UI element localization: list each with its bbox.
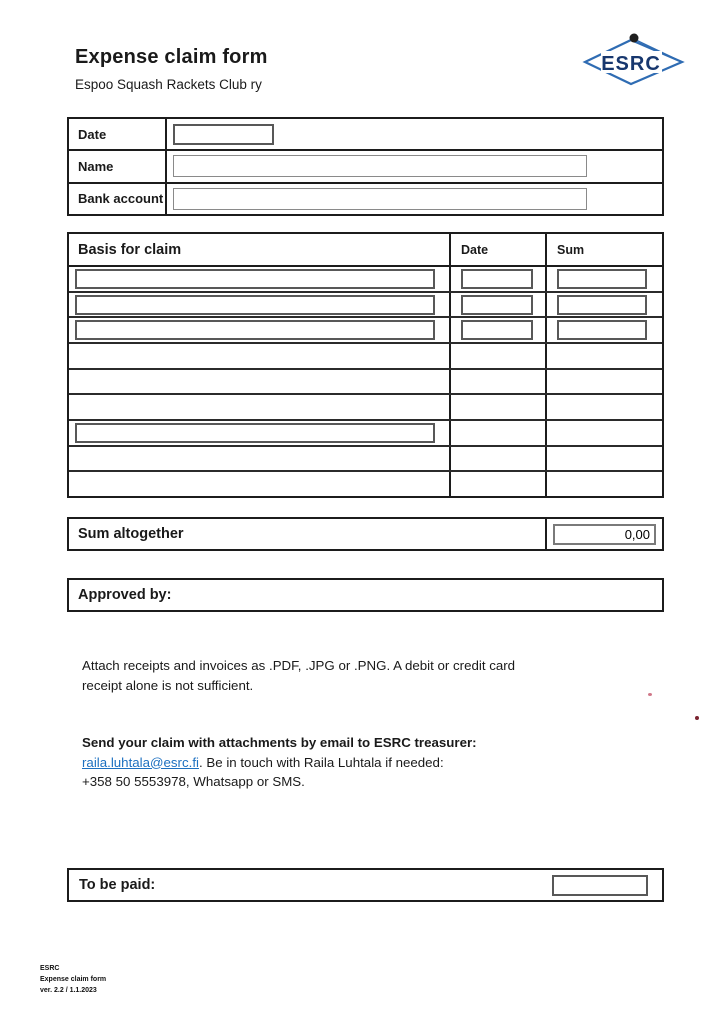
claims-cell-sum <box>547 318 662 342</box>
to-be-paid-bar <box>67 868 664 902</box>
claim-date-input[interactable] <box>461 320 533 340</box>
claims-cell-basis <box>69 395 451 419</box>
claim-date-input[interactable] <box>461 295 533 315</box>
bank-account-field-cell <box>167 184 662 214</box>
date-field-cell <box>167 119 662 149</box>
claims-cell-basis <box>69 267 451 291</box>
contact-note <box>82 733 582 792</box>
claims-cell-date <box>451 267 547 291</box>
info-table <box>67 117 664 216</box>
contact-email-line <box>82 753 582 773</box>
contact-email-suffix: . Be in touch with Raila Luhtala if needed: <box>198 754 444 770</box>
claims-table-row <box>69 370 662 396</box>
claims-cell-basis <box>69 421 451 445</box>
page-title: Expense claim form <box>75 46 268 68</box>
attachment-note <box>82 656 572 696</box>
claim-sum-input[interactable] <box>557 320 647 340</box>
claims-table-row <box>69 472 662 496</box>
info-row-bank-account <box>69 184 662 214</box>
claims-cell-sum <box>547 370 662 394</box>
approved-by-label: Approved by: <box>78 587 172 603</box>
date-input[interactable] <box>173 124 274 145</box>
contact-heading: Send your claim with attachments by email to ESRC treasurer: <box>82 735 477 750</box>
claims-header-basis: Basis for claim <box>69 234 451 265</box>
esrc-logo <box>578 27 688 91</box>
claims-cell-basis <box>69 318 451 342</box>
claims-cell-date <box>451 472 547 496</box>
claims-cell-basis <box>69 293 451 317</box>
claims-cell-sum <box>547 421 662 445</box>
claims-cell-date <box>451 344 547 368</box>
footer-line: Expense claim form <box>40 976 107 983</box>
claims-cell-sum <box>547 395 662 419</box>
claims-table-row <box>69 447 662 473</box>
date-label: Date <box>69 119 167 149</box>
claim-date-input[interactable] <box>461 269 533 289</box>
footer-line: ESRC <box>40 965 60 972</box>
claims-cell-date <box>451 421 547 445</box>
claims-cell-date <box>451 318 547 342</box>
treasurer-email-link[interactable]: raila.luhtala@esrc.fi <box>82 754 199 770</box>
bank-account-input[interactable] <box>173 188 587 210</box>
sum-total-cell <box>545 519 662 549</box>
sum-altogether-label: Sum altogether <box>78 526 184 542</box>
footer <box>40 963 106 996</box>
claims-cell-sum <box>547 344 662 368</box>
claims-cell-date <box>451 447 547 471</box>
basis-for-claim-input[interactable] <box>75 423 435 443</box>
approved-by-bar <box>67 578 664 612</box>
claims-table-row <box>69 421 662 447</box>
claims-cell-date <box>451 395 547 419</box>
claims-header-sum: Sum <box>557 242 585 257</box>
attachment-note-line: Attach receipts and invoices as .PDF, .JPG or .PNG. A debit or credit card <box>82 658 516 673</box>
basis-for-claim-input[interactable] <box>75 269 435 289</box>
claims-table-header <box>69 234 662 267</box>
sum-total-input[interactable] <box>553 524 656 545</box>
claims-cell-sum <box>547 472 662 496</box>
attachment-note-line: receipt alone is not sufficient. <box>82 678 254 693</box>
page-subtitle: Espoo Squash Rackets Club ry <box>75 77 262 92</box>
to-be-paid-label: To be paid: <box>79 877 156 893</box>
to-be-paid-input[interactable] <box>552 875 648 896</box>
claims-cell-basis <box>69 344 451 368</box>
claims-cell-basis <box>69 370 451 394</box>
claims-cell-date <box>451 370 547 394</box>
logo-text: ESRC <box>601 53 661 75</box>
claims-table-row <box>69 267 662 293</box>
footer-line: ver. 2.2 / 1.1.2023 <box>40 987 97 994</box>
artifact-dot <box>695 716 699 720</box>
sum-altogether-bar <box>67 517 664 551</box>
name-input[interactable] <box>173 155 587 177</box>
basis-for-claim-input[interactable] <box>75 295 435 315</box>
bank-account-label: Bank account <box>69 184 167 214</box>
claims-cell-basis <box>69 447 451 471</box>
claims-cell-basis <box>69 472 451 496</box>
claims-cell-date <box>451 293 547 317</box>
claims-table-row <box>69 318 662 344</box>
info-row-name <box>69 151 662 183</box>
claims-table-row <box>69 395 662 421</box>
claims-cell-sum <box>547 267 662 291</box>
name-field-cell <box>167 151 662 181</box>
name-label: Name <box>69 151 167 181</box>
claims-table-row <box>69 293 662 319</box>
basis-for-claim-input[interactable] <box>75 320 435 340</box>
claims-cell-sum <box>547 447 662 471</box>
claims-table-row <box>69 344 662 370</box>
claims-table-body <box>69 267 662 496</box>
claim-sum-input[interactable] <box>557 269 647 289</box>
claim-sum-input[interactable] <box>557 295 647 315</box>
artifact-dot <box>648 693 652 696</box>
info-row-date <box>69 119 662 151</box>
claims-cell-sum <box>547 293 662 317</box>
claims-header-date: Date <box>451 234 547 265</box>
claims-table <box>67 232 664 498</box>
squash-ball-icon <box>630 34 639 43</box>
phone-line: +358 50 5553978, Whatsapp or SMS. <box>82 774 305 789</box>
